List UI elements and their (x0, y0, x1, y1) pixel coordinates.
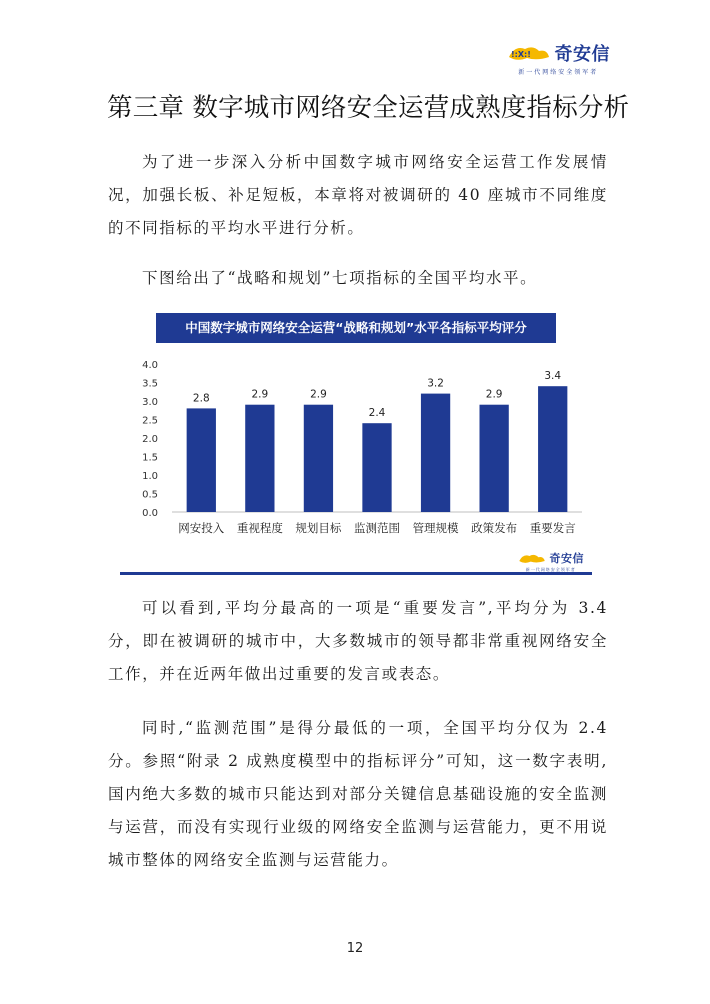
y-tick-label: 1.0 (142, 471, 158, 482)
chart-title: 中国数字城市网络安全运营“战略和规划”水平各指标平均评分 (156, 313, 556, 343)
x-tick-label: 网安投入 (178, 521, 225, 535)
data-label: 2.9 (485, 388, 503, 401)
x-tick-label: 管理规模 (412, 521, 459, 535)
logo-brand-text: 奇安信 (554, 44, 610, 65)
data-label: 2.8 (192, 392, 210, 405)
data-label: 3.4 (544, 370, 562, 383)
page-number: 12 (346, 941, 364, 956)
y-tick-label: 2.5 (142, 415, 158, 427)
y-tick-label: 0.5 (142, 489, 158, 501)
data-label: 2.9 (251, 388, 269, 401)
y-tick-label: 3.5 (142, 378, 158, 390)
x-tick-label: 重要发言 (529, 521, 576, 535)
chapter-title: 第三章 数字城市网络安全运营成熟度指标分析 (107, 93, 630, 123)
logo-tagline: 新一代网络安全领军者 (518, 69, 599, 76)
y-tick-label: 2.0 (142, 434, 158, 445)
data-label: 3.2 (427, 377, 444, 390)
y-tick-label: 0.0 (142, 508, 158, 519)
chart-logo (518, 550, 585, 573)
company-logo (507, 40, 611, 76)
chart-logo-tagline: 新一代网络安全领军者 (525, 567, 576, 572)
intro-paragraph: 为了进一步深入分析中国数字城市网络安全运营工作发展情况，加强长板、补足短板，本章将对被调研的 40 座城市不同维度的不同指标的平均水平进行分析。 (108, 153, 608, 237)
bar (304, 405, 333, 512)
logo-mark-icon (507, 43, 551, 63)
y-tick-label: 4.0 (142, 360, 158, 371)
bar-chart (120, 313, 592, 581)
x-tick-label: 规划目标 (295, 521, 342, 535)
chart-bottom-rule (120, 572, 592, 575)
x-tick-label: 监测范围 (354, 521, 400, 535)
bar (538, 386, 567, 512)
svg-text:!:X:!: !:X:! (510, 50, 531, 59)
chart-lead-paragraph: 下图给出了“战略和规划”七项指标的全国平均水平。 (142, 269, 538, 287)
data-label: 2.4 (368, 407, 386, 420)
y-tick-label: 1.5 (142, 452, 158, 464)
y-tick-label: 3.0 (142, 397, 158, 408)
x-tick-label: 政策发布 (471, 521, 518, 535)
paragraph-highest-score: 可以看到,平均分最高的一项是“重要发言”,平均分为 3.4 分，即在被调研的城市中，大多数城市的领导都非常重视网络安全工作，并在近两年做出过重要的发言或表态。 (108, 599, 608, 683)
bar (187, 408, 216, 512)
chart-logo-mark-icon (518, 552, 546, 565)
bar (421, 394, 450, 512)
data-label: 2.9 (310, 388, 327, 401)
bar (480, 405, 509, 512)
chart-logo-brand-text: 奇安信 (549, 552, 584, 565)
x-tick-label: 重视程度 (236, 521, 283, 535)
paragraph-lowest-score: 同时,“监测范围”是得分最低的一项，全国平均分仅为 2.4 分。参照“附录 2 成熟度模型中的指标评分”可知，这一数字表明,国内绝大多数的城市只能达到对部分关键信息基础设施的安全监测与运营，而没有实现行业级的网络安全监测与运营能力，更不用说城市整体的网络安全监测与运营能力。 (108, 719, 608, 869)
bar (362, 423, 391, 512)
chart-plot-area (120, 313, 592, 575)
bar (245, 405, 274, 512)
